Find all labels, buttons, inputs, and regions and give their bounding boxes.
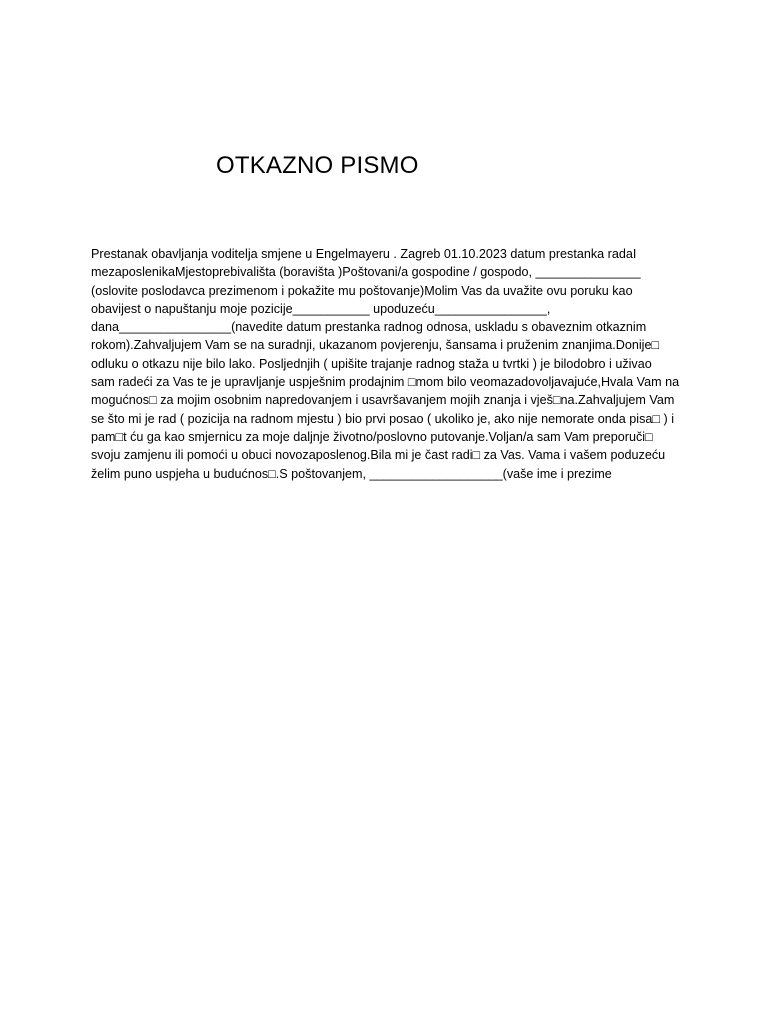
letter-line-11: pam□t ću ga kao smjernicu za moje daljnje životno/poslovno putovanje.Voljan/a sam Vam preporuči□ bbox=[91, 429, 653, 444]
letter-line-9: mogućnos□ za mojim osobnim napredovanjem i usavršavanjem mojih znanja i vješ□na.Zahvaljujem Vam bbox=[91, 393, 675, 408]
letter-line-6: rokom).Zahvaljujem Vam se na suradnji, ukazanom povjerenju, šansama i pruženim znanjima.Donije□ bbox=[91, 338, 660, 353]
letter-line-5: dana________________(navedite datum prestanka radnog odnosa, uskladu s obaveznim otkaznim bbox=[91, 320, 647, 335]
letter-line-3: (oslovite poslodavca prezimenom i pokažite mu poštovanje)Molim Vas da uvažite ovu poruku kao bbox=[91, 283, 633, 298]
letter-line-8: sam radeći za Vas te je upravljanje uspješnim prodajnim □mom bilo veomazadovoljavajuće,Hvala Vam na bbox=[91, 375, 680, 390]
page-title: OTKAZNO PISMO bbox=[216, 152, 419, 179]
letter-line-12: svoju zamjenu ili pomoći u obuci novozaposlenog.Bila mi je čast radi□ za Vas. Vama i vašem poduzeću bbox=[91, 448, 666, 463]
letter-line-1: Prestanak obavljanja voditelja smjene u Engelmayeru . Zagreb 01.10.2023 datum prestanka radaI bbox=[91, 247, 637, 261]
letter-line-13: želim puno uspjeha u budućnos□.S poštovanjem, ___________________(vaše ime i prezime bbox=[91, 466, 612, 481]
letter-line-4: obavijest o napuštanju moje pozicije___________ upoduzeću________________, bbox=[91, 301, 551, 316]
letter-line-2: mezaposlenikaMjestoprebivališta (boravišta )Poštovani/a gospodine / gospodo, _______________ bbox=[91, 265, 641, 280]
letter-body bbox=[91, 245, 691, 483]
letter-line-7: odluku o otkazu nije bilo lako. Posljednjih ( upišite trajanje radnog staža u tvrtki ) je bilodobro i uživao bbox=[91, 356, 652, 371]
letter-line-10: se što mi je rad ( pozicija na radnom mjestu ) bio prvi posao ( ukoliko je, ako nije nemorate onda pisa□ ) i bbox=[91, 411, 674, 426]
